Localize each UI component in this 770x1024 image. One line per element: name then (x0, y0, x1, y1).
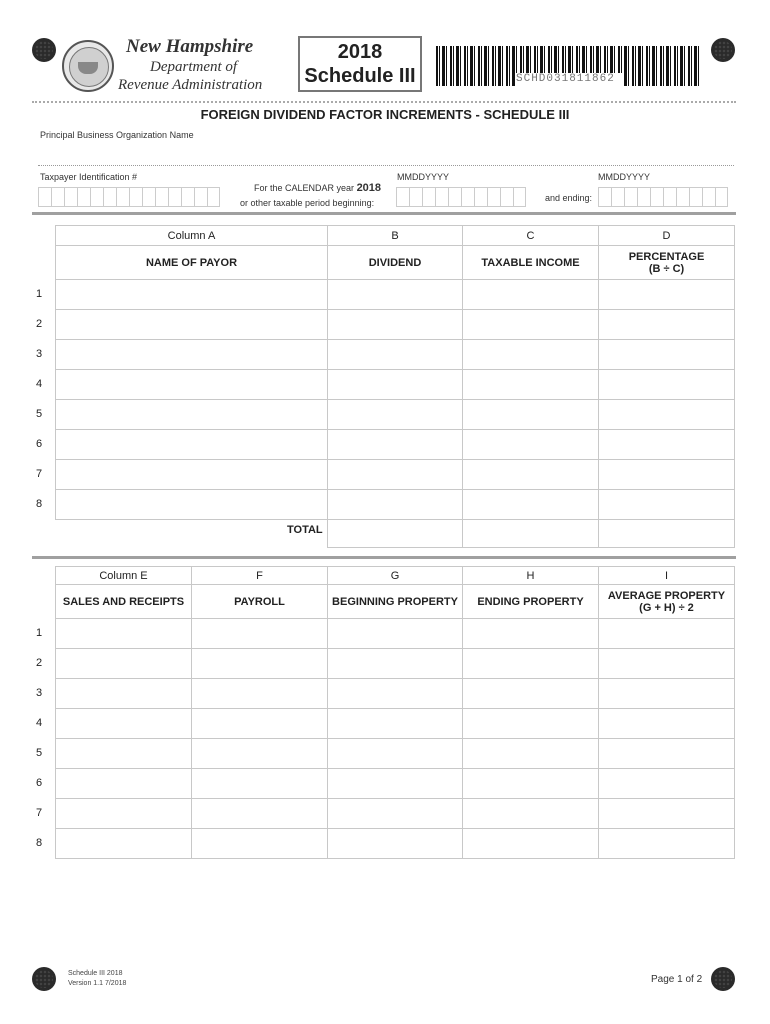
sales-input[interactable] (56, 649, 192, 679)
ending-property-input[interactable] (463, 769, 599, 799)
ending-property-input[interactable] (463, 709, 599, 739)
state-name: New Hampshire (126, 36, 254, 57)
average-property-input[interactable] (599, 649, 735, 679)
section-divider (32, 212, 736, 215)
table-row (56, 490, 735, 520)
table-row (56, 310, 735, 340)
taxable-income-input[interactable] (463, 340, 599, 370)
average-property-input[interactable] (599, 829, 735, 859)
dividend-table (55, 225, 735, 548)
row-number: 7 (36, 468, 43, 480)
average-property-input[interactable] (599, 709, 735, 739)
percentage-input[interactable] (599, 340, 735, 370)
row-number: 2 (36, 657, 43, 669)
column-c-label: C (463, 226, 599, 246)
average-property-label: AVERAGE PROPERTY (607, 589, 726, 602)
ending-property-input[interactable] (463, 619, 599, 649)
total-dividend-input[interactable] (328, 520, 463, 548)
table-row (56, 460, 735, 490)
dividend-input[interactable] (328, 430, 463, 460)
row-number: 1 (36, 627, 43, 639)
ending-property-input[interactable] (463, 679, 599, 709)
payor-input[interactable] (56, 370, 328, 400)
property-table (55, 566, 735, 859)
table-row (56, 739, 735, 769)
org-name-field[interactable] (38, 165, 734, 166)
ending-property-header: ENDING PROPERTY (463, 585, 599, 619)
dividend-input[interactable] (328, 400, 463, 430)
table-row (56, 679, 735, 709)
payroll-input[interactable] (192, 709, 328, 739)
payor-input[interactable] (56, 460, 328, 490)
sales-input[interactable] (56, 799, 192, 829)
beginning-property-input[interactable] (328, 619, 463, 649)
payor-input[interactable] (56, 430, 328, 460)
row-number: 5 (36, 408, 43, 420)
department-name: Department of (150, 59, 238, 75)
row-number: 2 (36, 318, 43, 330)
org-name-label: Principal Business Organization Name (40, 130, 194, 140)
table-row (56, 769, 735, 799)
calendar-year-text (254, 182, 381, 194)
percentage-input[interactable] (599, 310, 735, 340)
schedule-year: 2018 (337, 41, 383, 63)
divider (32, 101, 736, 103)
schedule-name: Schedule III (304, 65, 416, 87)
taxable-income-input[interactable] (463, 370, 599, 400)
taxable-income-input[interactable] (463, 280, 599, 310)
beginning-property-input[interactable] (328, 769, 463, 799)
row-number: 8 (36, 837, 43, 849)
sales-input[interactable] (56, 679, 192, 709)
payroll-input[interactable] (192, 739, 328, 769)
registration-mark (711, 38, 735, 62)
table-row (56, 400, 735, 430)
dividend-input[interactable] (328, 490, 463, 520)
sales-input[interactable] (56, 769, 192, 799)
average-property-input[interactable] (599, 619, 735, 649)
name-of-payor-header: NAME OF PAYOR (56, 246, 328, 280)
total-percentage-input[interactable] (599, 520, 735, 548)
row-number: 1 (36, 288, 43, 300)
column-i-label: I (599, 567, 735, 585)
table-row (56, 709, 735, 739)
footer-version: Version 1.1 7/2018 (68, 980, 127, 987)
average-property-input[interactable] (599, 739, 735, 769)
dividend-input[interactable] (328, 310, 463, 340)
payor-input[interactable] (56, 310, 328, 340)
column-h-label: H (463, 567, 599, 585)
total-label: TOTAL (287, 524, 323, 536)
taxable-income-header: TAXABLE INCOME (463, 246, 599, 280)
ending-property-input[interactable] (463, 739, 599, 769)
calendar-label: For the CALENDAR year (254, 183, 355, 193)
period-begin-input[interactable] (396, 187, 526, 207)
dividend-header: DIVIDEND (328, 246, 463, 280)
payor-input[interactable] (56, 490, 328, 520)
form-title: FOREIGN DIVIDEND FACTOR INCREMENTS - SCHEDULE III (200, 107, 570, 122)
percentage-input[interactable] (599, 370, 735, 400)
beginning-property-input[interactable] (328, 649, 463, 679)
dividend-input[interactable] (328, 280, 463, 310)
beginning-property-input[interactable] (328, 829, 463, 859)
percentage-input[interactable] (599, 490, 735, 520)
dividend-input[interactable] (328, 340, 463, 370)
ending-property-input[interactable] (463, 649, 599, 679)
percentage-input[interactable] (599, 400, 735, 430)
row-number: 5 (36, 747, 43, 759)
state-seal-logo (62, 40, 114, 92)
sales-receipts-header: SALES AND RECEIPTS (56, 585, 192, 619)
column-d-label: D (599, 226, 735, 246)
row-number: 8 (36, 498, 43, 510)
percentage-input[interactable] (599, 430, 735, 460)
payor-input[interactable] (56, 340, 328, 370)
ending-property-input[interactable] (463, 799, 599, 829)
payroll-input[interactable] (192, 649, 328, 679)
beginning-property-input[interactable] (328, 679, 463, 709)
taxable-income-input[interactable] (463, 490, 599, 520)
table-row (56, 649, 735, 679)
table-row (56, 799, 735, 829)
column-b-label: B (328, 226, 463, 246)
percentage-header (599, 246, 735, 280)
row-number: 7 (36, 807, 43, 819)
period-end-input[interactable] (598, 187, 728, 207)
sales-input[interactable] (56, 829, 192, 859)
administration-name: Revenue Administration (118, 77, 263, 93)
row-number: 3 (36, 687, 43, 699)
row-number: 4 (36, 378, 43, 390)
payroll-input[interactable] (192, 619, 328, 649)
beginning-property-input[interactable] (328, 709, 463, 739)
payroll-header: PAYROLL (192, 585, 328, 619)
payroll-input[interactable] (192, 799, 328, 829)
average-property-input[interactable] (599, 799, 735, 829)
payroll-input[interactable] (192, 679, 328, 709)
column-e-label: Column E (56, 567, 192, 585)
registration-mark (711, 967, 735, 991)
column-f-label: F (192, 567, 328, 585)
column-g-label: G (328, 567, 463, 585)
period-text: or other taxable period beginning: (240, 198, 375, 208)
payroll-input[interactable] (192, 829, 328, 859)
sales-input[interactable] (56, 739, 192, 769)
page-number: Page 1 of 2 (651, 974, 703, 985)
percentage-label: PERCENTAGE (628, 250, 705, 263)
beginning-property-input[interactable] (328, 799, 463, 829)
payor-input[interactable] (56, 280, 328, 310)
taxpayer-id-input[interactable] (38, 187, 220, 207)
barcode-text: SCHD031811862 (516, 73, 622, 86)
calendar-year: 2018 (356, 182, 382, 194)
ending-label: and ending: (545, 193, 593, 203)
schedule-box (298, 36, 422, 92)
average-property-formula: (G + H) ÷ 2 (639, 601, 694, 614)
table-row (56, 430, 735, 460)
registration-mark (32, 967, 56, 991)
average-property-input[interactable] (599, 769, 735, 799)
row-number: 6 (36, 438, 43, 450)
registration-mark (32, 38, 56, 62)
table-row (56, 829, 735, 859)
table-row (56, 619, 735, 649)
sales-input[interactable] (56, 709, 192, 739)
table-row (56, 340, 735, 370)
ending-property-input[interactable] (463, 829, 599, 859)
percentage-formula: (B ÷ C) (648, 262, 685, 275)
row-number: 6 (36, 777, 43, 789)
taxpayer-id-label: Taxpayer Identification # (40, 172, 138, 182)
sales-input[interactable] (56, 619, 192, 649)
total-taxable-income-input[interactable] (463, 520, 599, 548)
taxable-income-input[interactable] (463, 310, 599, 340)
column-a-label: Column A (56, 226, 328, 246)
payor-input[interactable] (56, 400, 328, 430)
percentage-input[interactable] (599, 280, 735, 310)
table-row (56, 280, 735, 310)
mmddyyyy-end-label: MMDDYYYY (598, 172, 651, 182)
row-number: 3 (36, 348, 43, 360)
mmddyyyy-begin-label: MMDDYYYY (397, 172, 450, 182)
section-divider (32, 556, 736, 559)
average-property-input[interactable] (599, 679, 735, 709)
row-number: 4 (36, 717, 43, 729)
percentage-input[interactable] (599, 460, 735, 490)
dividend-input[interactable] (328, 460, 463, 490)
taxable-income-input[interactable] (463, 460, 599, 490)
taxable-income-input[interactable] (463, 400, 599, 430)
dividend-input[interactable] (328, 370, 463, 400)
average-property-header (599, 585, 735, 619)
payroll-input[interactable] (192, 769, 328, 799)
footer-form-name: Schedule III 2018 (68, 970, 123, 977)
beginning-property-input[interactable] (328, 739, 463, 769)
taxable-income-input[interactable] (463, 430, 599, 460)
table-row (56, 370, 735, 400)
beginning-property-header: BEGINNING PROPERTY (328, 585, 463, 619)
total-row (56, 520, 735, 548)
